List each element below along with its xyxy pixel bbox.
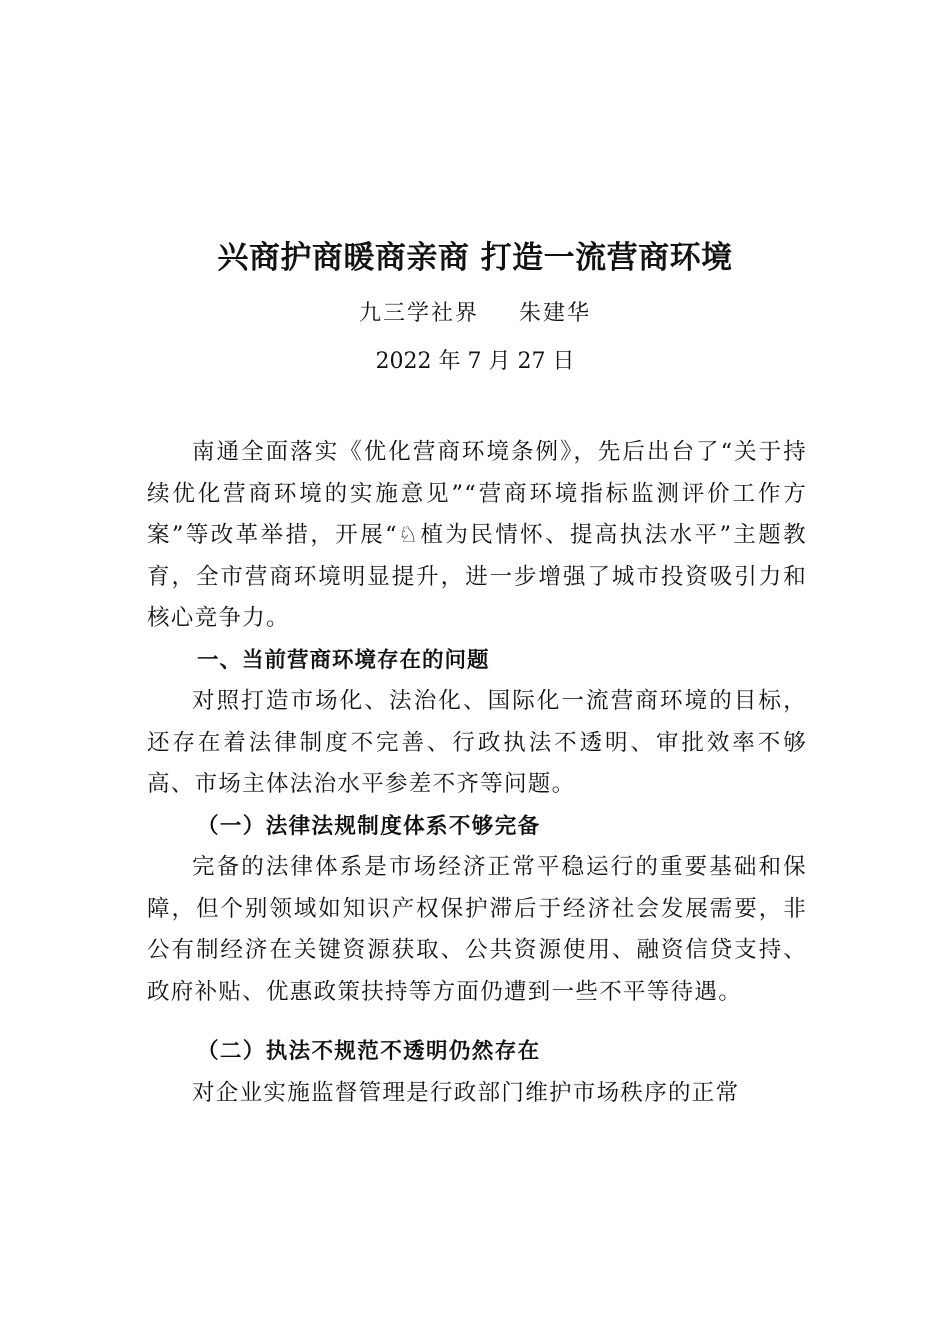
author-name: 朱建华 (519, 301, 592, 326)
document-date: 2022 年 7 月 27 日 (375, 349, 575, 374)
subsection-2-paragraph: 对企业实施监督管理是行政部门维护市场秩序的正常 (192, 1079, 740, 1106)
section-heading-1: 一、当前营商环境存在的问题 (197, 647, 490, 673)
author-line (0, 296, 950, 332)
document-body (147, 432, 807, 1114)
section-1-paragraph: 对照打造市场化、法治化、国际化一流营商环境的目标，还存在着法律制度不完善、行政执法不透明、审批效率不够高、市场主体法治水平参差不齐等问题。 (147, 688, 807, 797)
subsection-heading-2: （二）执法不规范不透明仍然存在 (197, 1039, 541, 1064)
subsection-heading-1: （一）法律法规制度体系不够完备 (197, 813, 541, 839)
document-title: 兴商护商暖商亲商 打造一流营商环境 (217, 240, 733, 276)
intro-paragraph: 南通全面落实《优化营商环境条例》，先后出台了“关于持续优化营商环境的实施意见”“营商环境指标监测评价工作方案”等改革举措，开展“♘植为民情怀、提高执法水平”主题教育，全市营商环境明显提升，进一步增强了城市投资吸引力和核心竞争力。 (147, 439, 807, 631)
author-organization: 九三学社界 (358, 301, 479, 326)
subsection-1-paragraph: 完备的法律体系是市场经济正常平稳运行的重要基础和保障，但个别领域如知识产权保护滞后于经济社会发展需要，非公有制经济在关键资源获取、公共资源使用、融资信贷支持、政府补贴、优惠政策扶持等方面仍遭到一些不平等待遇。 (147, 854, 807, 1005)
